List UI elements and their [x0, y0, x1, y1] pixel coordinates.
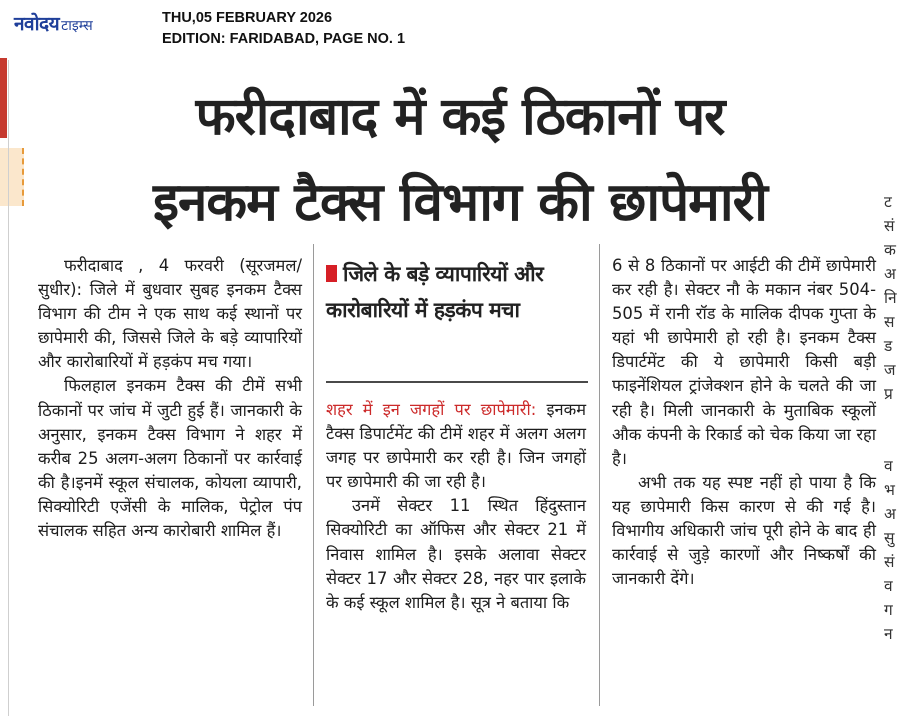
article-column-3 — [612, 254, 876, 591]
col3-paragraph-1: 6 से 8 ठिकानों पर आईटी की टीमें छापेमारी कर रही है। सेक्टर नौ के मकान नंबर 504-505 में रानी रॉड के मालिक दीपक गुप्ता के यहां भी छापेमारी हो रही है। इनकम टैक्स डिपार्टमेंट की ये छापेमारी किसी बड़ी फाइनेंशियल ट्रांजेक्शन होने के चलते की जा रही है। मिली जानकारी के मुताबिक स्कूलों औक कंपनी के रिकार्ड को चेक किया जा रहा है। — [612, 256, 876, 468]
edge-char: प्र — [884, 385, 893, 403]
masthead — [0, 0, 909, 56]
section-subhead: शहर में इन जगहों पर छापेमारी: — [326, 400, 537, 419]
article-column-1 — [38, 254, 302, 543]
edition-info — [162, 8, 405, 50]
adjacent-page-edge-red — [0, 58, 7, 138]
col3-paragraph-2: अभी तक यह स्पष्ट नहीं हो पाया है कि यह छापेमारी किस कारण से की गई है। विभागीय अधिकारी जांच पूरी होने के बाद ही कार्रवाई से जुड़े कारणों और निष्कर्षों की जानकारी देंगे। — [612, 472, 876, 589]
edge-char — [884, 430, 909, 454]
headline-line-2: इनकम टैक्स विभाग की छापेमारी — [152, 172, 767, 233]
edge-char: व — [884, 457, 893, 475]
edge-char: नि — [884, 289, 897, 307]
edge-char: ज — [884, 361, 896, 379]
edge-char: क — [884, 241, 896, 259]
col2-paragraph-1-text: इनकम टैक्स डिपार्टमेंट की टीमें शहर में अलग अलग जगह पर छापेमारी कर रही है। जिन जगहों पर छापेमारी की जा रही है। — [326, 400, 587, 492]
pull-quote-underline — [326, 381, 588, 383]
edge-char: अ — [884, 505, 896, 523]
column-divider-1 — [313, 244, 314, 706]
page-fold-line — [8, 60, 9, 716]
edge-char: व — [884, 577, 893, 595]
col2-paragraph-2: उनमें सेक्टर 11 स्थित हिंदुस्तान सिक्योरिटी का ऑफिस और सेक्टर 21 में निवास शामिल है। इसके अलावा सेक्टर सेक्टर 17 और सेक्टर 28, नहर पार इलाके के कई स्कूल शामिल है। सूत्र ने बताया कि — [326, 496, 586, 612]
headline — [40, 74, 880, 246]
adjacent-page-edge-cream — [0, 148, 24, 206]
edge-char: ड — [884, 337, 893, 355]
edge-char: सु — [884, 529, 895, 547]
edge-char: सं — [884, 553, 895, 571]
edge-char: भ — [884, 481, 895, 499]
adjacent-article-edge — [884, 190, 909, 646]
edge-char — [884, 406, 909, 430]
edge-char: सं — [884, 217, 895, 235]
headline-line-1: फरीदाबाद में कई ठिकानों पर — [195, 87, 725, 147]
article-column-2 — [326, 398, 586, 615]
edition-line: EDITION: FARIDABAD, PAGE NO. 1 — [162, 31, 406, 47]
pull-quote — [326, 256, 588, 328]
logo-sub: टाइम्स — [61, 18, 93, 34]
red-square-icon — [326, 265, 337, 282]
pull-quote-text: जिले के बड़े व्यापारियों और कारोबारियों में हड़कंप मचा — [326, 262, 544, 322]
logo-main: नवोदय — [14, 13, 60, 35]
edge-char: न — [884, 625, 893, 643]
col2-paragraph-1 — [326, 398, 586, 494]
edge-char: ट — [884, 193, 892, 211]
column-divider-2 — [599, 244, 600, 706]
col1-paragraph-2: फिलहाल इनकम टैक्स की टीमें सभी ठिकानों पर जांच में जुटी हुई हैं। जानकारी के अनुसार, इनकम टैक्स विभाग ने शहर में करीब 25 अलग-अलग ठिकानों पर कार्रवाई की है।इनमें स्कूल संचालक, कोयला व्यापारी, सिक्योरिटी एजेंसी के मालिक, पेट्रोल पंप संचालक सहित अन्य कारोबारी शामिल हैं। — [38, 376, 302, 541]
date-line: THU,05 FEBRUARY 2026 — [162, 10, 333, 26]
edge-char: अ — [884, 265, 896, 283]
newspaper-logo — [14, 10, 93, 36]
edge-char: ग — [884, 601, 893, 619]
col1-paragraph-1: फरीदाबाद , 4 फरवरी (सूरजमल/सुधीर): जिले में बुधवार सुबह इनकम टैक्स विभाग की टीम ने एक साथ कई स्थानों पर छापेमारी की, जिससे जिले के बड़े व्यापारियों और कारोबारियों में हड़कंप मच गया। — [38, 256, 302, 372]
edge-char: स — [884, 313, 895, 331]
